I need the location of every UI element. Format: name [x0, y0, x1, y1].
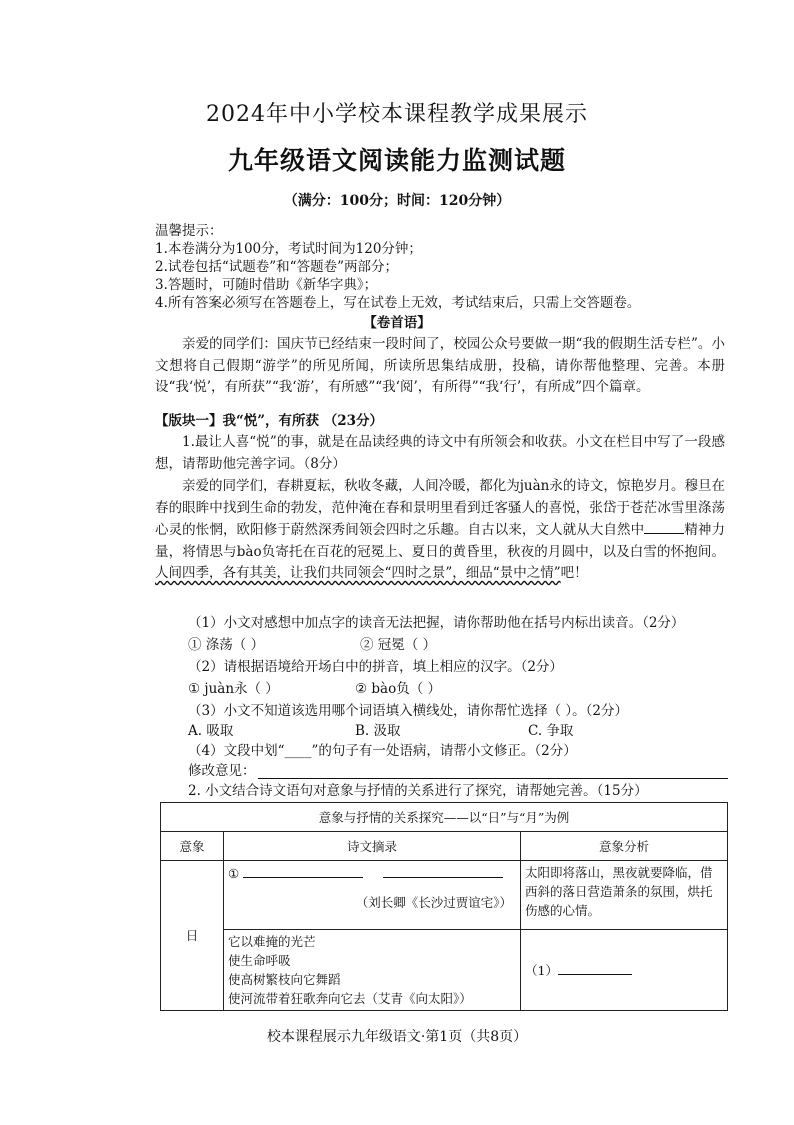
subquestion-1: （1）小文对感想中加点字的读音无法把握，请你帮助他在括号内标出读音。（2分） [188, 615, 685, 631]
question1-intro [155, 432, 725, 475]
subquestion-1-item: ② 冠冕（ ） [360, 637, 437, 653]
table-header: 诗文摘录 [224, 832, 521, 861]
question2-text: 2. 小文结合诗文语句对意象与抒情的关系进行了探究，请帮她完善。（15分） [188, 783, 648, 799]
option-a: A. 吸取 [188, 723, 234, 739]
passage-underlined-sentence: 人间四季，各有其美，让我们共同领会“四时之景”，细品“景中之情” [155, 565, 561, 581]
passage-blank [644, 519, 684, 534]
table-cell-analysis1: 太阳即将落山，黑夜就要降临，借西斜的落日营造萧条的氛围，烘托伤感的心情。 [521, 861, 728, 930]
passage-part2: 精神力量，将情思与bào负寄托在百花的冠冕上、夏日的黄昏里，秋夜的月圆中，以及白雪的怀抱间。 [155, 522, 726, 560]
preface-paragraph [155, 334, 725, 399]
tip-item: 4.所有答案必须写在答题卷上，写在试卷上无效，考试结束后，只需上交答题卷。 [155, 295, 641, 311]
analysis2-blank [558, 960, 632, 975]
reading-passage [155, 476, 725, 585]
passage-end: 吧！ [560, 565, 588, 581]
preface-text: 亲爱的同学们：国庆节已经结束一段时间了，校园公众号要做一期“我的假期生活专栏”。小文想将自己假期“游学”的所见所闻，所读所思集结成册，投稿，请你帮他整理、完善。本册设“我‘悦’，有所获”“我‘游’，有所感”“我‘阅’，有所得”“我‘行’，有所成”四个篇章。 [155, 336, 725, 395]
page-footer: 校本课程展示九年级语文·第1页（共8页） [266, 1029, 528, 1045]
exam-title-line2: 九年级语文阅读能力监测试题 [227, 146, 566, 175]
section1-heading: 【版块一】我“悦”，有所获 （23分） [155, 413, 384, 429]
tip-item: 3.答题时，可随时借助《新华字典》； [155, 277, 378, 293]
subquestion-2-item: ① juàn永（ ） [188, 681, 279, 697]
quote2-line: 它以难掩的光芒 [228, 934, 316, 949]
analysis2-label: （1） [525, 963, 558, 978]
subquestion-3: （3）小文不知道该选用哪个词语填入横线处，请你帮忙选择（ ）。（2分） [188, 703, 628, 719]
table-cell-analysis2 [521, 930, 728, 1011]
table-cell-image: 日 [161, 861, 224, 1011]
quote1-blank [383, 863, 503, 878]
quote2-line: 使河流带着狂歌奔向它去（艾青《向太阳》） [228, 991, 472, 1006]
table-cell-quote1 [224, 861, 521, 930]
subquestion-4: （4）文段中划“____”的句子有一处语病，请帮小文修正。（2分） [188, 743, 577, 759]
answer-line [258, 778, 728, 779]
exam-title-line1: 2024年中小学校本课程教学成果展示 [206, 102, 588, 127]
passage-part1: 亲爱的同学们，春耕夏耘，秋收冬藏，人间冷暖，都化为juàn永的诗文，惊艳岁月。穆旦在春的眼眸中找到生命的勃发，范仲淹在春和景明里看到迁客骚人的喜悦，张岱于苍茫冰雪里涤荡心灵的怅惘，欧阳修于蔚然深秀间领会四时之乐趣。自古以来，文人就从大自然中 [155, 478, 725, 538]
option-c: C. 争取 [528, 723, 574, 739]
table-caption: 意象与抒情的关系探究——以“日”与“月”为例 [161, 803, 728, 832]
question1-text: 1.最让人喜“悦”的事，就是在品读经典的诗文中有所领会和收获。小文在栏目中写了一段感想，请帮助他完善字词。（8分） [155, 434, 725, 472]
imagery-table [160, 802, 728, 1011]
answer-label: 修改意见： [188, 763, 256, 779]
option-b: B. 汲取 [355, 723, 401, 739]
preface-heading: 【卷首语】 [363, 315, 431, 331]
score-info: （满分：100分；时间：120分钟） [283, 193, 511, 209]
quote1-blank [243, 863, 363, 878]
tip-item: 1.本卷满分为100分，考试时间为120分钟； [155, 241, 422, 257]
subquestion-2-item: ② bào负（ ） [355, 681, 442, 697]
tips-heading: 温馨提示： [155, 223, 223, 239]
tip-item: 2.试卷包括“试题卷”和“答题卷”两部分； [155, 259, 398, 275]
quote1-source: （刘长卿《长沙过贾谊宅》） [355, 895, 512, 910]
quote1-marker: ① [228, 866, 240, 881]
quote2-line: 使高树繁枝向它舞蹈 [228, 972, 341, 987]
table-header: 意象 [161, 832, 224, 861]
table-cell-quote2 [224, 930, 521, 1011]
subquestion-1-item: ① 涤荡（ ） [188, 637, 265, 653]
subquestion-2: （2）请根据语境给开场白中的拼音，填上相应的汉字。（2分） [188, 659, 563, 675]
table-header: 意象分析 [521, 832, 728, 861]
quote2-line: 使生命呼吸 [228, 953, 291, 968]
